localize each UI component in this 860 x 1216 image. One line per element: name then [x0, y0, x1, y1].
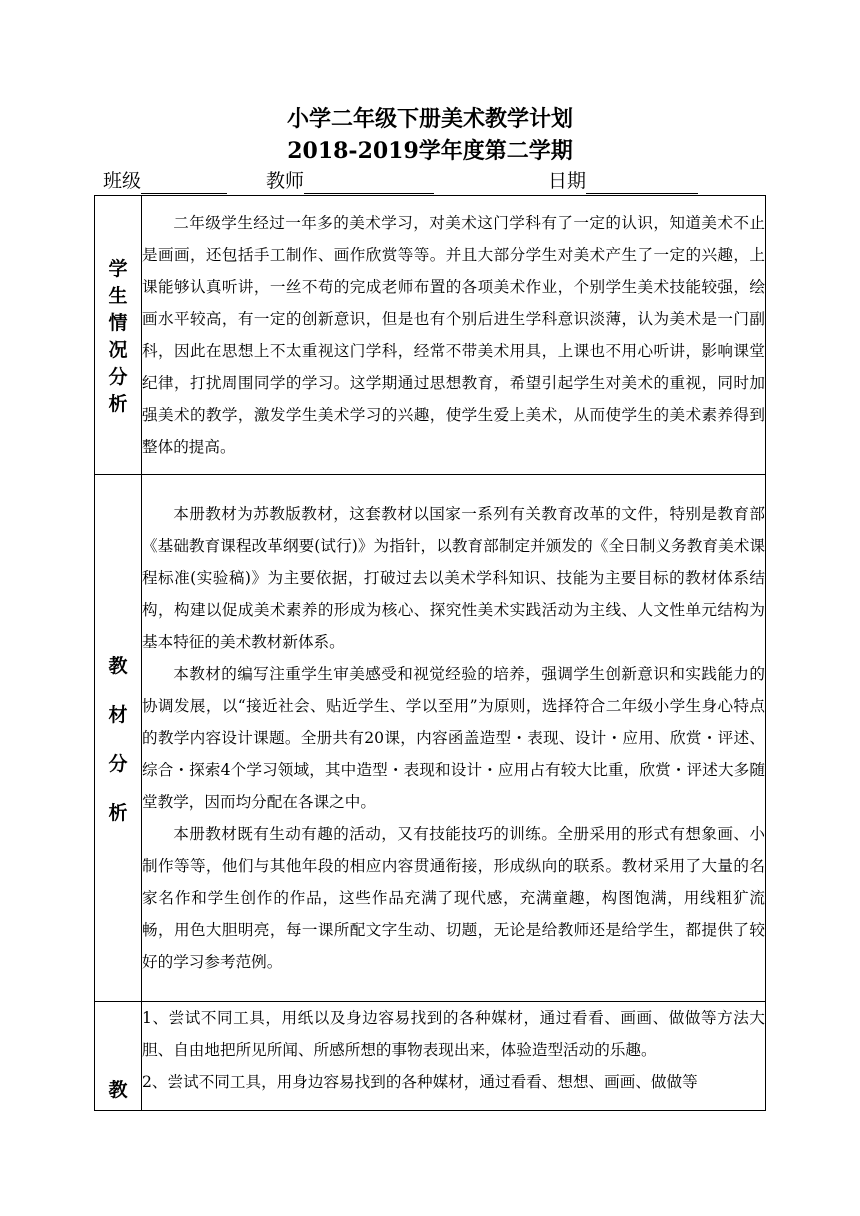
date-blank [586, 173, 698, 194]
teacher-label: 教师 [266, 170, 305, 192]
paragraph: 本册教材既有生动有趣的活动，又有技能技巧的训练。全册采用的形式有想象画、小制作等等，他们与其他年段的相应内容贯通衔接，形成纵向的联系。教材采用了大量的名家名作和学生创作的作品，这些作品充满了现代感，充满童趣，构图饱满，用线粗犷流畅，用色大胆明亮，每一课所配文字生动、切题，无论是给教师还是给学生，都提供了较好的学习参考范例。 [142, 825, 765, 971]
label-char: 学 [108, 258, 128, 280]
section-label [95, 196, 142, 475]
section-label [95, 475, 142, 1002]
class-field [103, 168, 227, 194]
paragraph: 1、尝试不同工具，用纸以及身边容易找到的各种媒材，通过看看、画画、做做等方法大胆、自由地把所见所闻、所感所想的事物表现出来，体验造型活动的乐趣。 [142, 1009, 765, 1059]
date-field [548, 168, 698, 194]
label-char: 析 [108, 802, 128, 824]
label-char: 材 [108, 704, 128, 726]
section-label [95, 1002, 142, 1111]
section-teaching-goals [95, 1002, 766, 1111]
date-label: 日期 [548, 170, 587, 192]
section-content [142, 1002, 766, 1111]
section-content [142, 475, 766, 1002]
label-char: 析 [108, 393, 128, 415]
section-content [142, 196, 766, 475]
teacher-blank [304, 173, 434, 194]
page-subtitle: 2018-2019学年度第二学期 [287, 138, 573, 164]
paragraph: 本教材的编写注重学生审美感受和视觉经验的培养，强调学生创新意识和实践能力的协调发展，以“接近社会、贴近学生、学以至用”为原则，选择符合二年级小学生身心特点的教学内容设计课题。全册共有20课，内容函盖造型・表现、设计・应用、欣赏・评述、综合・探索4个学习领域，其中造型・表现和设计・应用占有较大比重，欣赏・评述大多随堂教学，因而均分配在各课之中。 [142, 665, 765, 811]
plan-table [94, 195, 766, 1111]
paragraph: 二年级学生经过一年多的美术学习，对美术这门学科有了一定的认识，知道美术不止是画画，还包括手工制作、画作欣赏等等。并且大部分学生对美术产生了一定的兴趣，上课能够认真听讲，一丝不苟的完成老师布置的各项美术作业，个别学生美术技能较强，绘画水平较高，有一定的创新意识，但是也有个别后进生学科意识淡薄，认为美术是一门副科，因此在思想上不太重视这门学科，经常不带美术用具，上课也不用心听讲，影响课堂纪律，打扰周围同学的学习。这学期通过思想教育，希望引起学生对美术的重视，同时加强美术的教学，激发学生美术学习的兴趣，使学生爱上美术，从而使学生的美术素养得到整体的提高。 [142, 214, 765, 456]
label-char: 教 [108, 1079, 128, 1101]
label-char: 教 [108, 655, 128, 677]
class-label: 班级 [103, 170, 142, 192]
label-char: 分 [108, 753, 128, 775]
paragraph: 2、尝试不同工具，用身边容易找到的各种媒材，通过看看、想想、画画、做做等 [142, 1073, 698, 1091]
label-char: 分 [108, 366, 128, 388]
section-textbook-analysis [95, 475, 766, 1002]
class-blank [141, 173, 227, 194]
page-title: 小学二年级下册美术教学计划 [286, 106, 573, 132]
teacher-field [266, 168, 434, 194]
section-student-analysis [95, 196, 766, 475]
label-char: 况 [108, 339, 128, 361]
label-char: 生 [108, 285, 128, 307]
paragraph: 本册教材为苏教版教材，这套教材以国家一系列有关教育改革的文件，特别是教育部《基础教育课程改革纲要(试行)》为指针，以教育部制定并颁发的《全日制义务教育美术课程标准(实验稿)》为主要依据，打破过去以美术学科知识、技能为主要目标的教材体系结构，构建以促成美术素养的形成为核心、探究性美术实践活动为主线、人文性单元结构为基本特征的美术教材新体系。 [142, 505, 765, 651]
label-char: 情 [108, 312, 128, 334]
